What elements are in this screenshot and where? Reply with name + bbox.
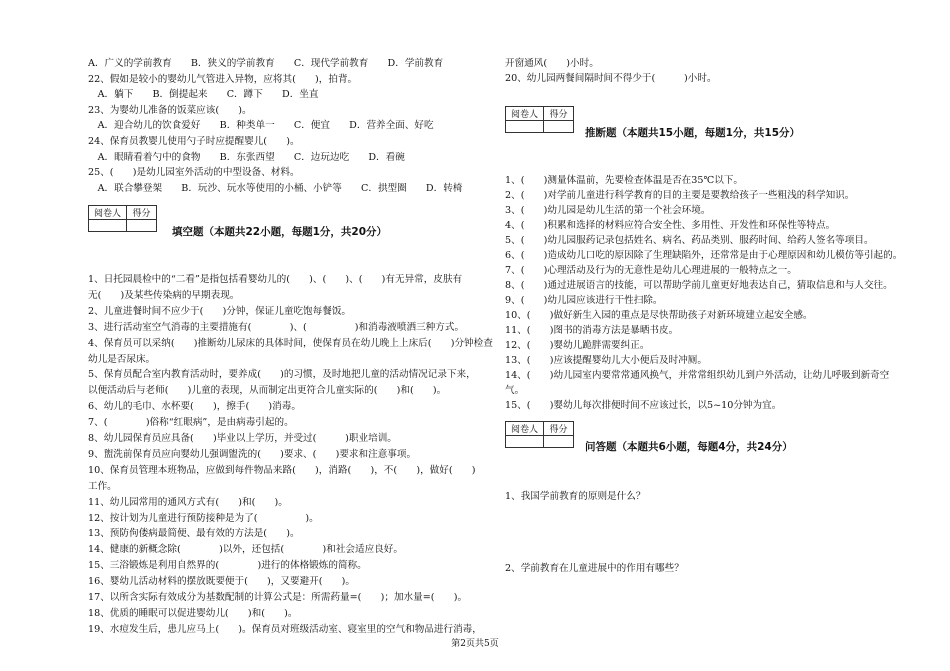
- text-line: 5、( )幼儿园服药记录包括姓名、病名、药品类别、服药时间、给药人签名等项目。: [505, 235, 874, 246]
- fill-section-title: 填空题（本题共22小题，每题1分，共20分）: [172, 226, 388, 238]
- text-line: 22、假如是较小的婴幼儿气管进入异物，应将其( )，拍背。: [88, 74, 358, 85]
- text-line: 以便活动后与老师( )儿童的表现，从而制定出更符合儿童实际的( )和( )。: [88, 385, 447, 396]
- text-line: 9、盥洗前保育员应向婴幼儿强调盥洗的( )要求、( )要求和注意事项。: [88, 449, 417, 460]
- text-line: A．迎合幼儿的饮食爱好 B．种类单一 C．便宜 D．营养全面、好吃: [88, 120, 434, 131]
- reviewer-label: 阅卷人: [506, 422, 544, 436]
- text-line: 8、( )通过进展语言的技能，可以帮助学前儿童更好地表达自己，猜取信息和与人交往。: [505, 280, 893, 291]
- text-line: 4、保育员可以采纳( )推断幼儿尿床的具体时间，使保育员在幼儿晚上上床后( )分钟检查: [88, 338, 493, 349]
- text-line: 14、( )幼儿园室内要常常通风换气，并常常组织幼儿到户外活动，让幼儿呼吸到新奇空: [505, 370, 890, 381]
- text-line: 14、健康的新概念除( )以外，还包括( )和社会适应良好。: [88, 544, 403, 555]
- judge-score-table: [505, 106, 574, 133]
- judge-section-title: 推断题（本题共15小题，每题1分，共15分）: [585, 127, 801, 139]
- text-line: 5、保育员配合室内教育活动时，要养成( )的习惯，及时地把儿童的活动情况记录下来，: [88, 369, 476, 380]
- reviewer-label: 阅卷人: [506, 107, 544, 121]
- score-cell: [544, 436, 574, 448]
- text-line: 10、保育员管理本班物品，应做到每件物品来路( )，消路( )，不( )，做好( ): [88, 465, 476, 476]
- text-line: 20、幼儿园两餐间隔时间不得少于( )小时。: [505, 73, 717, 84]
- text-line: 4、( )积累和选择的材料应符合安全性、多用性、开发性和环保性等特点。: [505, 220, 836, 231]
- score-cell: [544, 121, 574, 133]
- reviewer-cell: [89, 220, 127, 232]
- text-line: 2、学前教育在儿童进展中的作用有哪些？: [505, 563, 684, 574]
- text-line: 1、日托园晨检中的“二看”是指包括看婴幼儿的( )、( )、( )有无异常，皮肤有: [88, 274, 463, 285]
- reviewer-cell: [506, 121, 544, 133]
- text-line: 工作。: [88, 481, 117, 492]
- text-line: A．广义的学前教育 B．狭义的学前教育 C．现代学前教育 D．学前教育: [88, 58, 444, 69]
- text-line: 13、( )应该提醒婴幼儿大小便后及时冲厕。: [505, 355, 707, 366]
- text-line: 7、( )心理活动及行为的无意性是幼儿心理进展的一般特点之一。: [505, 265, 797, 276]
- page-footer: 第2页共5页: [451, 639, 499, 649]
- score-label: 得分: [544, 422, 574, 436]
- text-line: 6、( )造成幼儿口吃的原因除了生理缺陷外，还常常是由于心理原因和幼儿模仿等引起的。: [505, 250, 903, 261]
- text-line: 10、( )做好新生入园的重点是尽快帮助孩子对新环境建立起安全感。: [505, 310, 813, 321]
- text-line: 15、三浴锻炼是利用自然界的( )进行的体格锻炼的简称。: [88, 560, 367, 571]
- text-line: 开窗通风( )小时。: [505, 58, 599, 69]
- text-line: 9、( )幼儿园应该进行干性扫除。: [505, 295, 663, 306]
- text-line: 11、幼儿园常用的通风方式有( )和( )。: [88, 497, 288, 508]
- text-line: 1、我国学前教育的原则是什么？: [505, 491, 646, 502]
- text-line: 2、( )对学前儿童进行科学教育的目的主要是要教给孩子一些粗浅的科学知识。: [505, 190, 855, 201]
- text-line: 12、( )婴幼儿跪胖需要纠正。: [505, 340, 650, 351]
- score-label: 得分: [544, 107, 574, 121]
- text-line: 24、保育员教婴儿使用勺子时应提醒婴儿( )。: [88, 136, 300, 147]
- text-line: 17、以所含实际有效成分为基数配制的计算公式是：所需药量=( )；加水量=( )。: [88, 592, 468, 603]
- text-line: 6、幼儿的毛巾、水杯要( )，擦手( )消毒。: [88, 401, 301, 412]
- text-line: 3、( )幼儿园是幼儿生活的第一个社会环境。: [505, 205, 711, 216]
- qa-score-table: [505, 421, 574, 448]
- text-line: A．眼睛看着勺中的食物 B．东张西望 C．边玩边吃 D．看碗: [88, 152, 405, 163]
- fill-score-table: [88, 205, 157, 232]
- text-line: 13、预防佝偻病最简便、最有效的方法是( )。: [88, 528, 300, 539]
- text-line: 2、儿童进餐时间不应少于( )分钟，保证儿童吃饱每餐饭。: [88, 306, 352, 317]
- text-line: 23、为婴幼儿准备的饭菜应该( )。: [88, 105, 252, 116]
- qa-section-title: 问答题（本题共6小题，每题4分，共24分）: [585, 441, 793, 453]
- text-line: 3、进行活动室空气消毒的主要措施有( )、( )和消毒液喷洒三种方式。: [88, 322, 465, 333]
- text-line: A．躺下 B．倒提起来 C．蹲下 D．坐直: [88, 89, 319, 100]
- reviewer-label: 阅卷人: [89, 206, 127, 220]
- text-line: 16、婴幼儿活动材料的摆放既要便于( )，又要避开( )。: [88, 576, 356, 587]
- text-line: 12、按计划为儿童进行预防接种是为了( )。: [88, 513, 319, 524]
- text-line: 15、( )婴幼儿每次排便时间不应该过长，以5~10分钟为宜。: [505, 400, 782, 411]
- score-cell: [127, 220, 157, 232]
- text-line: 1、( )测量体温前，先要检查体温是否在35℃以下。: [505, 175, 743, 186]
- text-line: 8、幼儿园保育员应具备( )毕业以上学历，并受过( )职业培训。: [88, 433, 397, 444]
- text-line: 25、( )是幼儿园室外活动的中型设备、材料。: [88, 167, 300, 178]
- text-line: 无( )及某些传染病的早期表现。: [88, 290, 240, 301]
- text-line: 幼儿是否尿床。: [88, 354, 156, 365]
- text-line: 18、优质的睡眠可以促进婴幼儿( )和( )。: [88, 608, 298, 619]
- text-line: 19、水痘发生后，患儿应马上( )。保育员对班级活动室、寝室里的空气和物品进行消毒，: [88, 624, 482, 635]
- text-line: 气。: [505, 385, 525, 396]
- reviewer-cell: [506, 436, 544, 448]
- text-line: A．联合攀登架 B．玩沙、玩水等使用的小桶、小铲等 C．拱型圈 D．转椅: [88, 183, 463, 194]
- text-line: 7、( )俗称“红眼病”，是由病毒引起的。: [88, 417, 294, 428]
- score-label: 得分: [127, 206, 157, 220]
- text-line: 11、( )图书的消毒方法是暴晒书皮。: [505, 325, 679, 336]
